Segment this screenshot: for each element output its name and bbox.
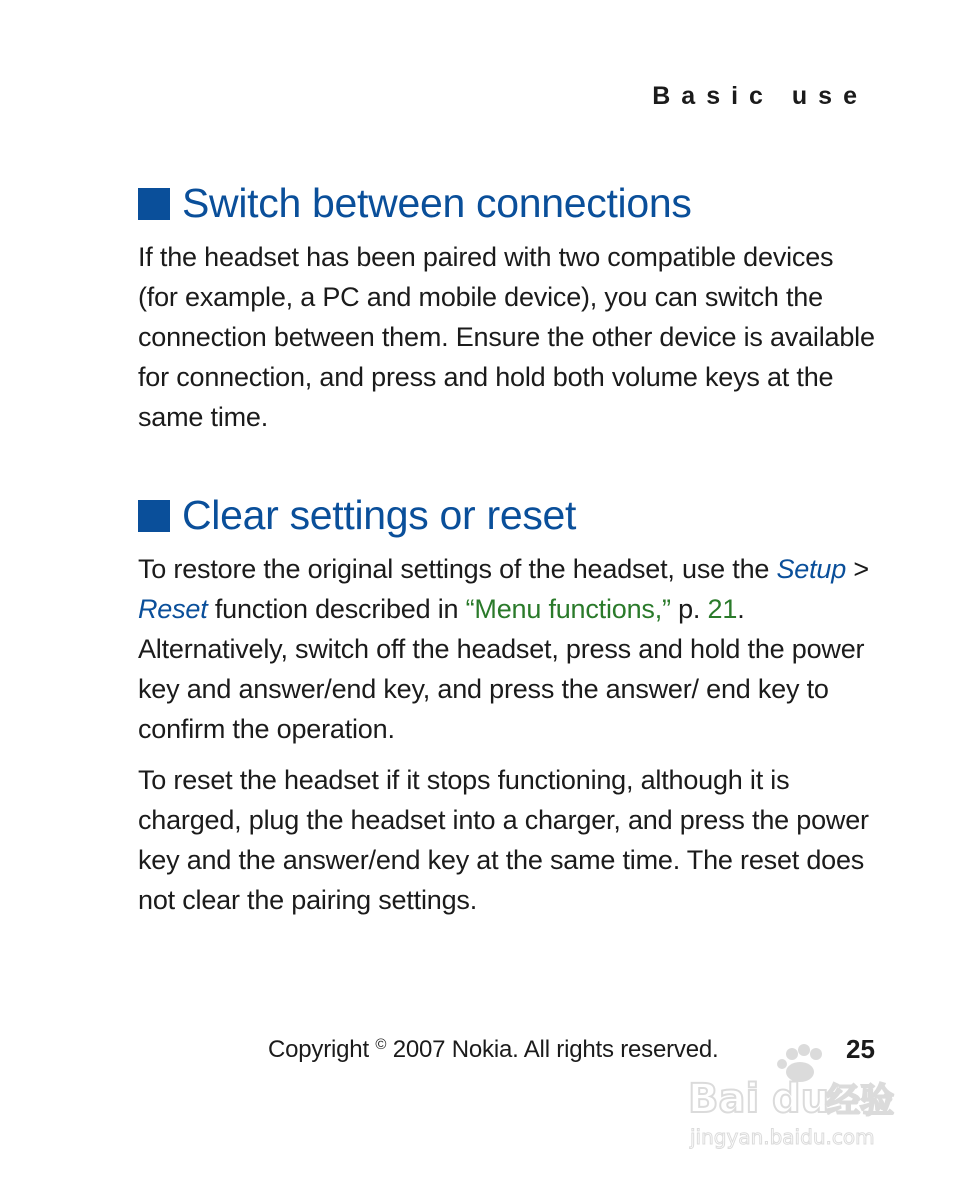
copyright-text: 2007 Nokia. All rights reserved. [386, 1036, 719, 1063]
section-title: Switch between connections [182, 180, 692, 227]
svg-text:du: du [772, 1076, 830, 1122]
page-number: 25 [846, 1034, 875, 1064]
menu-separator: > [846, 554, 869, 584]
section1-body: If the headset has been paired with two compatible devices (for example, a PC and mobile device), you can switch the connection between them. Ensure the other device is available for connection, and press and hold both volume keys at the same time. [138, 242, 875, 432]
page-prefix: p. [670, 594, 708, 624]
svg-text:经验: 经验 [826, 1081, 894, 1121]
square-bullet-icon [138, 188, 170, 220]
running-head: Basic use [652, 82, 868, 110]
baidu-watermark-logo [680, 1044, 910, 1154]
copyright-footer [268, 1036, 719, 1064]
cross-reference-page[interactable]: 21 [707, 594, 738, 624]
copyright-prefix: Copyright [268, 1036, 376, 1063]
para-intro: To restore the original settings of the headset, use the [138, 554, 777, 584]
cross-reference-title[interactable]: “Menu functions,” [465, 594, 671, 624]
menu-term-setup: Setup [776, 554, 847, 584]
section-title: Clear settings or reset [182, 492, 577, 539]
para-rest: . Alternatively, switch off the headset, press and hold the power key and answer/end key, and press the answer/ end key to confirm the operation. [138, 594, 865, 744]
copyright-symbol: © [375, 1036, 387, 1053]
section2-paragraph-restore [138, 549, 878, 749]
svg-text:Bai: Bai [688, 1076, 760, 1122]
para-mid: function described in [207, 594, 466, 624]
section-heading-clear-settings [138, 492, 576, 539]
section-heading-switch-connections [138, 180, 692, 227]
svg-text:jingyan.baidu.com: jingyan.baidu.com [690, 1125, 875, 1149]
menu-term-reset: Reset [138, 594, 208, 624]
section2-paragraph-reset: To reset the headset if it stops functioning, although it is charged, plug the headset into a charger, and press the power key and the answer/end key at the same time. The reset does not clear the pairing settings. [138, 765, 869, 915]
square-bullet-icon [138, 500, 170, 532]
